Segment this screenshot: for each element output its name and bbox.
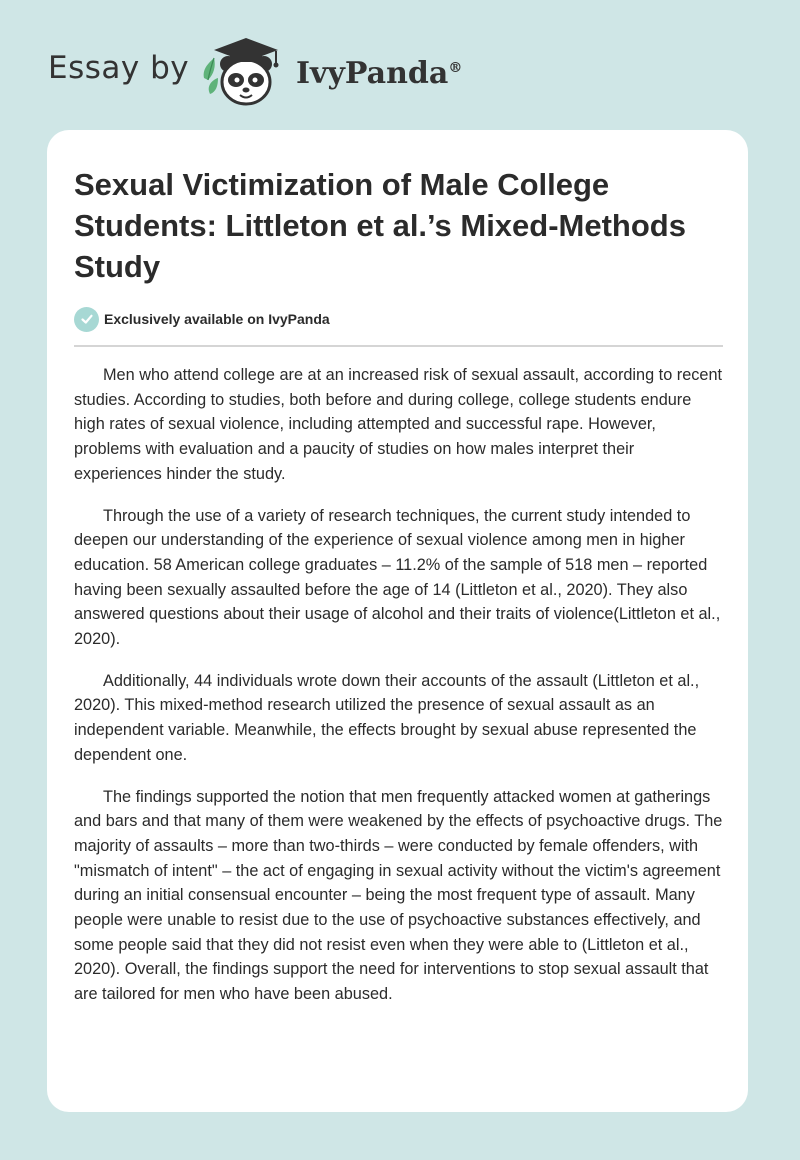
brand-name[interactable]: IvyPanda® — [296, 56, 463, 91]
article-title: Sexual Victimization of Male College Students: Littleton et al.’s Mixed-Methods Study — [74, 167, 686, 284]
exclusive-badge-label: Exclusively available on IvyPanda — [104, 311, 330, 327]
panda-graduate-icon[interactable] — [200, 34, 292, 108]
paragraph: Men who attend college are at an increased risk of sexual assault, according to recent studies. According to studies, both before and during college, college students endure high rates of sexual violence, including attempted and successful rape. However, problems with evaluation and a paucity of studies on how males interpret their experiences hinder the study. — [74, 366, 723, 483]
site-header — [0, 0, 800, 130]
essay-by-label: Essay by — [48, 50, 190, 86]
check-circle-icon — [74, 307, 99, 332]
paragraph: The findings supported the notion that men frequently attacked women at gatherings and bars and that many of them were weakened by the effects of psychoactive drugs. The majority of assaults – more than two-thirds – were conducted by female offenders, with "mismatch of intent" – the act of engaging in sexual activity without the victim's agreement during an initial consensual encounter – being the most frequent type of assault. Many people were unable to resist due to the use of psychoactive substances effectively, and some people said that they did not resist even when they were able to (Littleton et al., 2020). Overall, the findings support the need for interventions to stop sexual assault that are tailored for men who have been abused. — [74, 787, 723, 1004]
exclusive-badge — [74, 306, 330, 332]
divider — [74, 345, 723, 347]
paragraph: Through the use of a variety of research techniques, the current study intended to deepen our understanding of the experience of sexual violence among men in higher education. 58 American college graduates – 11.2% of the sample of 518 men – reported having been sexually assaulted before the age of 14 (Littleton et al., 2020). They also answered questions about their usage of alcohol and their traits of violence(Littleton et al., 2020). — [74, 506, 721, 649]
paragraph: Additionally, 44 individuals wrote down their accounts of the assault (Littleton et al., 2020). This mixed-method research utilized the presence of sexual assault as an independent variable. Meanwhile, the effects brought by sexual abuse represented the dependent one. — [74, 671, 700, 764]
article-card — [47, 130, 748, 1112]
article-body — [74, 363, 726, 1024]
